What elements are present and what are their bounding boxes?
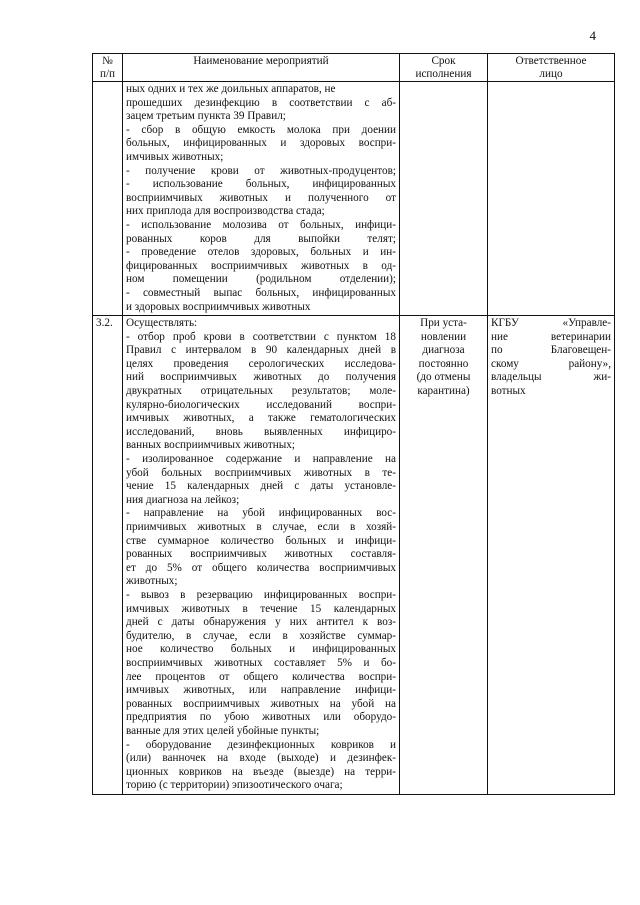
table-row [93,316,615,795]
activity-cell-line: убой больных восприимчивых животных в те- [126,466,396,479]
activity-cell-line: стве суммарное количество больных и инфици- [126,534,396,547]
deadline-cell-line: диагноза [422,344,465,357]
header-deadline: Срок исполнения [400,54,488,82]
activity-cell-line: ния диагноза на лейкоз; [126,493,240,506]
activity-cell-line: исследований, вновь выявленных инфициро- [126,425,396,438]
activity-cell-line: рованных коров для выпойки телят; [126,232,396,245]
activity-cell-line: двукратных отрицательных результатов; моле- [126,385,396,398]
deadline-cell-line: При уста- [420,317,467,330]
header-number: № п/п [93,54,123,82]
activity-cell-line: имчивых животных, а также гематологических [126,412,396,425]
responsible-cell-line: ние ветеринарии [491,330,611,343]
activity-cell-line: - изолированное содержание и направление на [126,453,396,466]
deadline-cell-line: (до отмены [416,371,471,384]
responsible-cell [488,316,615,795]
activity-cell-line: чение 15 календарных дней с даты установле- [126,480,396,493]
responsible-cell-line: КГБУ «Управле- [491,317,611,330]
deadline-cell-line: постоянно [418,357,469,370]
activity-cell-line: предприятия по убою животных или оборудо- [126,711,396,724]
activity-cell-line: кулярно-биологических исследований воспри- [126,398,396,411]
activity-cell-line: рованных восприимчивых животных на убой на [126,697,396,710]
activity-cell-line: зацем третьим пункта 39 Правил; [126,110,286,123]
activity-cell-line: - направление на убой инфицированных вос- [126,507,396,520]
deadline-cell-line: новлении [420,330,467,343]
header-responsible: Ответственное лицо [488,54,615,82]
activity-cell-line: лее процентов от общего количества воспри- [126,670,396,683]
activity-cell-line: рованных восприимчивых животных составля- [126,548,396,561]
activity-cell-line: восприимчивых животных составляет 5% и бо- [126,656,396,669]
deadline-cell [400,316,488,795]
activity-cell-line: - использование молозива от больных, инфици- [126,218,396,231]
table-body [93,82,615,795]
responsible-cell-line: владельцы жи- [491,371,611,384]
row-number [93,82,123,316]
activity-cell-line: (или) ванночек на входе (выходе) и дезинфек- [126,752,396,765]
activity-cell-line: - вывоз в резервацию инфицированных воспри- [126,588,396,601]
activity-cell-line: ванные для этих целей убойные пункты; [126,724,320,737]
deadline-cell-line: карантина) [417,385,470,398]
activity-cell-line: ний восприимчивых животных до получения [126,371,396,384]
activity-cell-line: животных; [126,575,178,588]
activity-cell-line: ет до 5% от общего количества восприимчивых [126,561,396,574]
activity-cell-line: ванных восприимчивых животных; [126,439,295,452]
activity-cell [123,316,400,795]
activity-cell-line: целях проведения серологических исследова- [126,357,396,370]
activity-cell-line: - получение крови от животных-продуцентов; [126,164,396,177]
activity-cell-line: - сбор в общую емкость молока при доении [126,123,396,136]
activity-cell-line: них приплода для воспроизводства стада; [126,205,325,218]
activity-cell-line: и здоровых восприимчивых животных [126,300,311,313]
activity-cell-line: восприимчивых животных и полученного от [126,191,396,204]
activity-cell-line: дней с даты обнаружения у них антител к воз- [126,616,396,629]
activity-cell [123,82,400,316]
table-row [93,82,615,316]
activity-cell-line: ном помещении (родильном отделении); [126,273,396,286]
measures-table [92,53,615,795]
header-activity: Наименование мероприятий [123,54,400,82]
activity-cell-line: приимчивых животных в случае, если в хозяй- [126,521,396,533]
activity-cell-line: фицированных восприимчивых животных в од- [126,259,396,272]
activity-cell-line: - отбор проб крови в соответствии с пунктом 18 [126,330,396,343]
responsible-cell [488,82,615,316]
activity-cell-line: - проведение отелов здоровых, больных и ин- [126,246,396,259]
activity-cell-line: ное количество больных и инфицированных [126,643,396,656]
activity-cell-line: прошедших дезинфекцию в соответствии с аб- [126,96,396,109]
activity-cell-line: будителю, в случае, если в хозяйстве суммар- [126,629,396,642]
responsible-cell-line: вотных [491,385,526,398]
activity-cell-line: ных одних и тех же доильных аппаратов, не [126,83,336,95]
activity-cell-line: - оборудование дезинфекционных ковриков и [126,738,396,751]
table-header-row [93,54,615,82]
responsible-cell-line: скому району», [491,357,611,370]
activity-cell-line: имчивых животных в течение 15 календарных [126,602,396,615]
activity-cell-line: ционных ковриков на въезде (выезде) на терри- [126,765,396,778]
row-number: 3.2. [93,316,123,795]
activity-cell-line: Осуществлять: [126,317,198,330]
activity-cell-line: - совместный выпас больных, инфицированных [126,286,396,299]
activity-cell-line: Правил с интервалом в 90 календарных дней в [126,344,396,357]
responsible-cell-line: по Благовещен- [491,344,611,357]
deadline-cell [400,82,488,316]
page-number: 4 [589,28,596,43]
activity-cell-line: торию (с территории) эпизоотического очага; [126,779,343,792]
activity-cell-line: имчивых животных, или направление инфици- [126,684,396,697]
activity-cell-line: имчивых животных; [126,150,224,163]
activity-cell-line: больных, инфицированных и здоровых воспри- [126,137,396,150]
activity-cell-line: - использование больных, инфицированных [126,178,396,191]
